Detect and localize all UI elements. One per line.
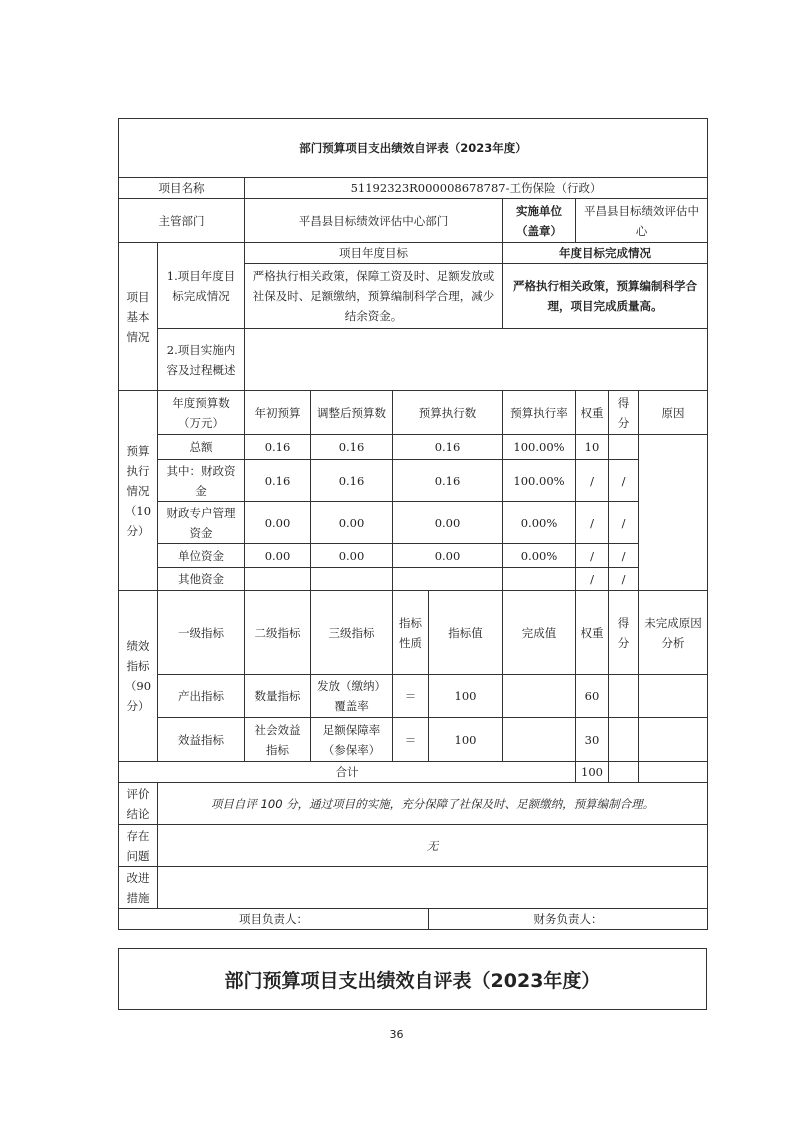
budget-adjusted: 0.16 [311,460,393,502]
budget-row-label: 单位资金 [158,544,245,568]
perf-header-target: 指标值 [429,591,503,675]
conclusion-text: 项目自评 100 分，通过项目的实施，充分保障了社保及时、足额缴纳，预算编制合理。 [158,783,708,825]
budget-initial [245,568,311,591]
budget-row [119,460,708,502]
perf-row [119,718,708,762]
budget-row [119,568,708,591]
impl-row-label: 2.项目实施内容及过程概述 [158,329,245,391]
perf-reason [639,675,708,718]
perf-actual [503,718,576,762]
budget-adjusted: 0.00 [311,502,393,544]
budget-rate [503,568,576,591]
budget-executed: 0.16 [393,435,503,460]
budget-row [119,435,708,460]
budget-score: / [609,460,639,502]
budget-header-weight: 权重 [576,391,609,435]
budget-rate: 0.00% [503,502,576,544]
problems-text: 无 [158,825,708,867]
budget-row [119,544,708,568]
total-label: 合计 [119,762,576,783]
perf-header-score: 得分 [609,591,639,675]
perf-weight: 30 [576,718,609,762]
completion-header: 年度目标完成情况 [503,243,708,264]
budget-row-label: 其中：财政资金 [158,460,245,502]
goal-row-label: 1.项目年度目标完成情况 [158,243,245,329]
total-weight: 100 [576,762,609,783]
perf-header-level2: 二级指标 [245,591,311,675]
budget-header-score: 得分 [609,391,639,435]
total-score [609,762,639,783]
budget-header-rate: 预算执行率 [503,391,576,435]
budget-row-label: 总额 [158,435,245,460]
budget-executed [393,568,503,591]
budget-executed: 0.00 [393,502,503,544]
page-number: 36 [389,1028,404,1041]
perf-level1: 产出指标 [158,675,245,718]
perf-nature: ＝ [393,718,429,762]
impl-text [245,329,708,391]
perf-score [609,675,639,718]
project-lead-label: 项目负责人： [119,909,429,930]
perf-header-actual: 完成值 [503,591,576,675]
budget-weight: 10 [576,435,609,460]
unit-value: 平昌县目标绩效评估中心 [576,199,708,243]
budget-score: / [609,544,639,568]
budget-initial: 0.16 [245,435,311,460]
perf-score [609,718,639,762]
perf-reason [639,718,708,762]
budget-weight: / [576,502,609,544]
goal-text: 严格执行相关政策，保障工资及时、足额发放或社保及时、足额缴纳，预算编制科学合理，减少结余资金。 [245,264,503,329]
perf-weight: 60 [576,675,609,718]
budget-rate: 100.00% [503,435,576,460]
budget-score [609,435,639,460]
budget-header-adjusted: 调整后预算数 [311,391,393,435]
budget-initial: 0.16 [245,460,311,502]
budget-section-label: 预算执行情况（10分） [119,391,158,591]
perf-nature: ＝ [393,675,429,718]
budget-executed: 0.16 [393,460,503,502]
budget-reason [639,435,708,591]
dept-label: 主管部门 [119,199,245,243]
perf-level2: 数量指标 [245,675,311,718]
budget-adjusted: 0.16 [311,435,393,460]
perf-target: 100 [429,675,503,718]
improve-label: 改进措施 [119,867,158,909]
budget-adjusted: 0.00 [311,544,393,568]
perf-level3: 足额保障率（参保率） [311,718,393,762]
budget-weight: / [576,544,609,568]
perf-header-reason: 未完成原因分析 [639,591,708,675]
problems-label: 存在问题 [119,825,158,867]
perf-actual [503,675,576,718]
basic-section-label: 项目基本情况 [119,243,158,391]
budget-weight: / [576,568,609,591]
performance-section-label: 绩效指标（90分） [119,591,158,762]
budget-header-annual: 年度预算数（万元） [158,391,245,435]
goal-header: 项目年度目标 [245,243,503,264]
budget-initial: 0.00 [245,502,311,544]
budget-weight: / [576,460,609,502]
table-title: 部门预算项目支出绩效自评表（2023年度） [119,119,708,178]
project-name-value: 51192323R000008678787-工伤保险（行政） [245,178,708,199]
improve-text [158,867,708,909]
perf-level1: 效益指标 [158,718,245,762]
dept-value: 平昌县目标绩效评估中心部门 [245,199,503,243]
perf-level3: 发放（缴纳）覆盖率 [311,675,393,718]
finance-lead-label: 财务负责人： [429,909,708,930]
perf-header-nature: 指标性质 [393,591,429,675]
conclusion-label: 评价结论 [119,783,158,825]
budget-score: / [609,568,639,591]
budget-row-label: 其他资金 [158,568,245,591]
completion-text: 严格执行相关政策，预算编制科学合理，项目完成质量高。 [503,264,708,329]
project-name-label: 项目名称 [119,178,245,199]
budget-adjusted [311,568,393,591]
perf-level2: 社会效益指标 [245,718,311,762]
budget-row-label: 财政专户管理资金 [158,502,245,544]
budget-header-initial: 年初预算 [245,391,311,435]
perf-target: 100 [429,718,503,762]
budget-header-reason: 原因 [639,391,708,435]
perf-header-level1: 一级指标 [158,591,245,675]
budget-executed: 0.00 [393,544,503,568]
budget-initial: 0.00 [245,544,311,568]
total-reason [639,762,708,783]
budget-rate: 100.00% [503,460,576,502]
budget-rate: 0.00% [503,544,576,568]
budget-header-executed: 预算执行数 [393,391,503,435]
perf-header-weight: 权重 [576,591,609,675]
budget-score: / [609,502,639,544]
budget-row [119,502,708,544]
performance-self-evaluation-table [118,118,708,930]
perf-header-level3: 三级指标 [311,591,393,675]
perf-row [119,675,708,718]
unit-label: 实施单位（盖章） [503,199,576,243]
next-table-title: 部门预算项目支出绩效自评表（2023年度） [118,948,707,1010]
